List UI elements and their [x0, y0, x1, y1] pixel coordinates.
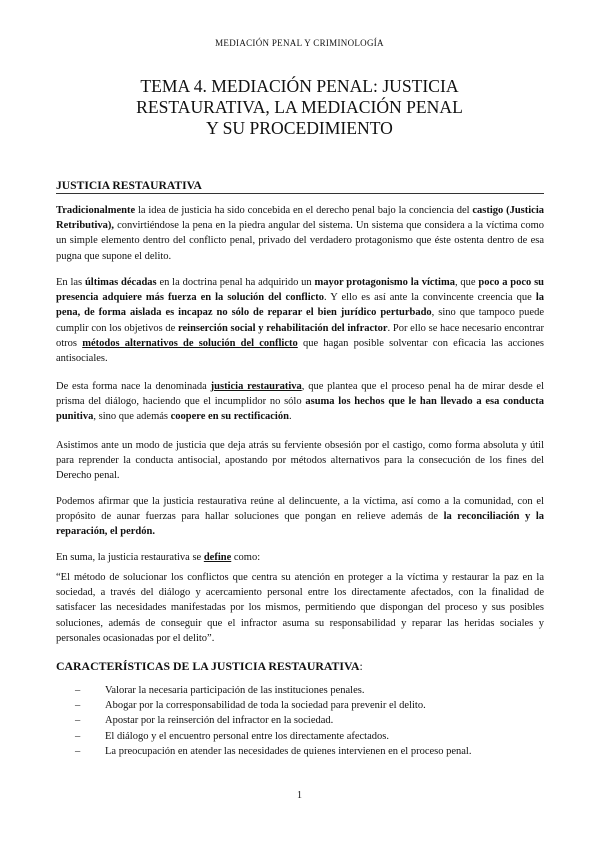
- bullet-dash: –: [75, 700, 81, 712]
- list-item-text: Abogar por la corresponsabilidad de toda la sociedad para prevenir el delito.: [105, 700, 426, 712]
- bullet-dash: –: [75, 745, 81, 757]
- bold-term: la pena, de forma aislada es incapaz no sólo de reparar el bien jurídico perturbado: [56, 292, 544, 319]
- heading-suffix: :: [359, 659, 363, 673]
- bold-term: mayor protagonismo la víctima: [314, 277, 455, 288]
- paragraph-2: [56, 275, 544, 366]
- paragraph-5: [56, 494, 544, 540]
- running-header: MEDIACIÓN PENAL Y CRIMINOLOGÍA: [215, 38, 384, 48]
- page-number: 1: [297, 790, 302, 801]
- list-item: [56, 744, 544, 759]
- paragraph-3: [56, 379, 544, 425]
- bold-underlined-term: justicia restaurativa: [210, 381, 302, 392]
- text-run: Podemos afirmar que la justicia restaurativa reúne al delincuente, a la víctima, así como a la comunidad, con el propósito de aunar fuerzas para hallar soluciones que pongan en relieve además de: [56, 496, 544, 523]
- text-run: En las: [56, 277, 85, 288]
- text-run: la idea de justicia ha sido concebida en el derecho penal bajo la conciencia del: [135, 205, 473, 216]
- bold-term: reinserción social y rehabilitación del infractor: [178, 322, 388, 334]
- text-run: . Y ello es así ante la convincente creencia que: [324, 292, 536, 304]
- title-line-2: RESTAURATIVA, LA MEDIACIÓN PENAL: [136, 97, 463, 117]
- bold-underlined-term: métodos alternativos de solución del conflicto: [82, 337, 298, 349]
- list-item: [56, 683, 544, 698]
- bullet-dash: –: [75, 715, 81, 727]
- text-run: De esta forma nace la denominada: [56, 381, 211, 392]
- bold-term: poco a poco su presencia adquiere más fuerza en la solución del conflicto: [56, 277, 545, 304]
- bold-term: asuma los hechos que le han llevado a esa conducta punitiva: [56, 396, 544, 423]
- list-item-text: Valorar la necesaria participación de las instituciones penales.: [105, 685, 365, 696]
- text-run: convirtiéndose la pena en la piedra angular del sistema. Un sistema que considera a la víctima como un simple elemento dentro del conflicto penal, privado del verdadero protagonismo que éste ostenta dentro de esa pugna que supone el delito.: [56, 220, 544, 262]
- bullet-dash: –: [75, 685, 81, 696]
- heading-text: CARACTERÍSTICAS DE LA JUSTICIA RESTAURATIVA: [56, 659, 360, 673]
- text-run: . Por ello se hace necesario encontrar otros: [56, 322, 545, 349]
- definition-quote: “El método de solucionar los conflictos que centra su atención en proteger a la víctima y restaurar la paz en la sociedad, a través del diálogo y acercamiento personal entre los directamente afectados, con la finalidad de satisfacer las necesidades manifestadas por los mismos, permitiendo que dispongan del proceso y sus posibles soluciones, además de conseguir que el infractor asuma su responsabilidad y reparar las heridas sociales y personales ocasionadas por el delito”.: [56, 572, 544, 644]
- list-item-text: La preocupación en atender las necesidades de quienes intervienen en el proceso penal.: [105, 745, 472, 757]
- text-run: .: [288, 411, 292, 423]
- bold-term: la reconciliación y la reparación, el perdón.: [56, 511, 544, 538]
- list-item: [56, 698, 544, 713]
- text-run: , que: [454, 277, 479, 288]
- bold-term: últimas décadas: [84, 277, 157, 288]
- text-run: , sino que además: [93, 411, 171, 423]
- title-line-3: Y SU PROCEDIMIENTO: [206, 118, 393, 138]
- text-run: , sino que tampoco puede cumplir con los objetivos de: [56, 307, 544, 334]
- text-run: En suma, la justicia restaurativa se: [56, 552, 204, 563]
- list-item-text: Apostar por la reinserción del infractor en la sociedad.: [105, 715, 334, 727]
- list-item-text: El diálogo y el encuentro personal entre los directamente afectados.: [105, 730, 389, 742]
- text-run: , que plantea que el proceso penal ha de mirar desde el prisma del diálogo, haciendo que el incumplidor no sólo: [56, 381, 544, 408]
- list-item: [56, 729, 544, 744]
- bullet-dash: –: [75, 730, 81, 742]
- bold-underlined-term: define: [203, 552, 232, 563]
- bold-term: Tradicionalmente: [56, 205, 136, 216]
- paragraph-1: [56, 203, 544, 264]
- bold-term: coopere en su rectificación: [170, 411, 289, 423]
- section-heading-caracteristicas: [56, 659, 544, 674]
- bold-term: castigo (Justicia Retributiva),: [56, 205, 544, 232]
- text-run: en la doctrina penal ha adquirido un: [156, 277, 315, 288]
- text-run: que hagan posible solventar con eficacia las acciones antisociales.: [56, 337, 544, 365]
- title-line-1: TEMA 4. MEDIACIÓN PENAL: JUSTICIA: [140, 76, 459, 96]
- characteristics-list: [56, 683, 544, 759]
- text-run: como:: [231, 552, 261, 563]
- paragraph-4: Asistimos ante un modo de justicia que deja atrás su ferviente obsesión por el castigo, como forma absoluta y útil para reprender la conducta antisocial, apostando por métodos alternativos para la consecución de los fines del Derecho penal.: [56, 440, 544, 482]
- section-heading-justicia-restaurativa: JUSTICIA RESTAURATIVA: [56, 179, 544, 194]
- page-title: [50, 76, 549, 139]
- list-item: [56, 713, 544, 728]
- paragraph-6: [56, 550, 544, 565]
